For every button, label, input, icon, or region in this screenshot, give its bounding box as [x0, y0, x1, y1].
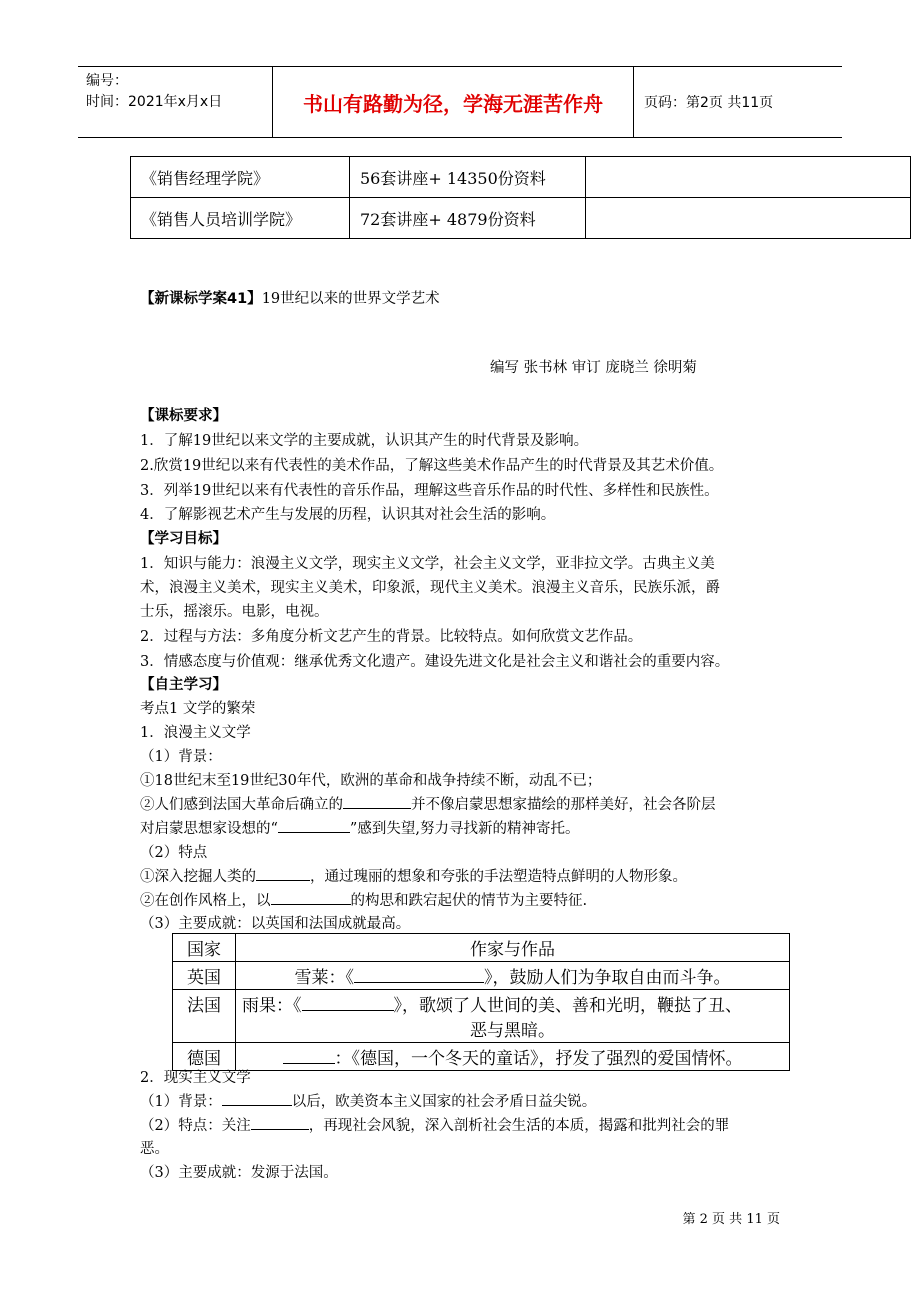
col-header-country: 国家: [173, 934, 236, 962]
country-cell: 法国: [173, 990, 236, 1043]
list-item: 术，浪漫主义美术，现实主义美术，印象派，现代主义美术。浪漫主义音乐，民族乐派，爵: [140, 580, 720, 596]
doc-time-label: 时间：2021年x月x日: [86, 94, 223, 110]
course-extra: [586, 157, 911, 198]
fill-blank[interactable]: [222, 1091, 292, 1106]
fill-blank[interactable]: [343, 794, 411, 809]
works-cell: ：《德国，一个冬天的童话》，抒发了强烈的爱国情怀。: [236, 1043, 790, 1071]
authors-line: 编写 张书林 审订 庞晓兰 徐明菊: [490, 360, 697, 376]
list-item: 1．了解19世纪以来文学的主要成就，认识其产生的时代背景及影响。: [140, 433, 589, 449]
table-row: [173, 990, 790, 1043]
feature-item: ①深入挖掘人类的 ，通过瑰丽的想象和夸张的手法塑造特点鲜明的人物形象。: [140, 865, 687, 886]
background-item: ①18世纪末至19世纪30年代，欧洲的革命和战争持续不断，动乱不已；: [140, 773, 602, 789]
feature-item: ②在创作风格上，以 的构思和跌宕起伏的情节为主要特征.: [140, 889, 587, 910]
list-item: 1．知识与能力：浪漫主义文学，现实主义文学，社会主义文学，亚非拉文学。古典主义美: [140, 556, 715, 572]
achievements-label: （3）主要成就：以英国和法国成就最高。: [140, 916, 411, 932]
course-name: 《销售人员培训学院》: [131, 198, 350, 239]
course-table: [130, 156, 911, 239]
romantic-title: 1．浪漫主义文学: [140, 725, 251, 741]
country-cell: 英国: [173, 962, 236, 990]
doc-number-label: 编号：: [86, 73, 128, 89]
header-page-info: 页码：第2页 共11页: [644, 95, 774, 111]
works-table: [172, 933, 790, 1071]
table-row: [131, 198, 911, 239]
country-cell: 德国: [173, 1043, 236, 1071]
fill-blank[interactable]: [283, 1049, 335, 1064]
realism-achievements: （3）主要成就：发源于法国。: [140, 1165, 338, 1181]
requirements-heading: 【课标要求】: [140, 408, 227, 424]
lesson-title: 【新课标学案41】19世纪以来的世界文学艺术: [140, 291, 440, 307]
table-row: [131, 157, 911, 198]
fill-blank[interactable]: [278, 818, 350, 833]
header-motto: 书山有路勤为径，学海无涯苦作舟: [273, 67, 634, 137]
header-meta: [78, 67, 273, 137]
col-header-works: 作家与作品: [236, 934, 790, 962]
kaodian-title: 考点1 文学的繁荣: [140, 701, 256, 717]
table-row: [173, 962, 790, 990]
fill-blank[interactable]: [354, 968, 484, 983]
table-row: [173, 1043, 790, 1071]
list-item: 3．列举19世纪以来有代表性的音乐作品，理解这些音乐作品的时代性、多样性和民族性。: [140, 483, 719, 499]
realism-features-cont: 恶。: [140, 1141, 169, 1157]
list-item: 3．情感态度与价值观：继承优秀文化遗产。建设先进文化是社会主义和谐社会的重要内容。: [140, 654, 730, 670]
page-footer: 第 2 页 共 11 页: [682, 1212, 780, 1227]
list-item: 2．过程与方法：多角度分析文艺产生的背景。比较特点。如何欣赏文艺作品。: [140, 629, 643, 645]
background-item: ②人们感到法国大革命后确立的 并不像启蒙思想家描绘的那样美好，社会各阶层: [140, 793, 716, 814]
course-extra: [586, 198, 911, 239]
features-label: （2）特点: [140, 845, 208, 861]
fill-blank[interactable]: [251, 1115, 309, 1130]
realism-title: 2．现实主义文学: [140, 1070, 251, 1086]
background-item: 对启蒙思想家设想的“ ”感到失望,努力寻找新的精神寄托。: [140, 817, 579, 838]
background-label: （1）背景：: [140, 749, 222, 765]
works-cell: 雨果：《 》，歌颂了人世间的美、善和光明，鞭挞了丑、 恶与黑暗。: [236, 990, 790, 1043]
course-content: 56套讲座+ 14350份资料: [350, 157, 586, 198]
fill-blank[interactable]: [271, 890, 351, 905]
course-content: 72套讲座+ 4879份资料: [350, 198, 586, 239]
works-cell: 雪莱：《 》，鼓励人们为争取自由而斗争。: [236, 962, 790, 990]
list-item: 4．了解影视艺术产生与发展的历程，认识其对社会生活的影响。: [140, 507, 556, 523]
realism-background: （1）背景： 以后，欧美资本主义国家的社会矛盾日益尖锐。: [140, 1090, 596, 1111]
realism-features: （2）特点：关注 ，再现社会风貌，深入剖析社会生活的本质，揭露和批判社会的罪: [140, 1114, 729, 1135]
table-row: [173, 934, 790, 962]
list-item: 士乐，摇滚乐。电影，电视。: [140, 604, 329, 620]
fill-blank[interactable]: [302, 996, 394, 1011]
self-study-heading: 【自主学习】: [140, 677, 227, 693]
goals-heading: 【学习目标】: [140, 531, 227, 547]
list-item: 2.欣赏19世纪以来有代表性的美术作品，了解这些美术作品产生的时代背景及其艺术价值。: [140, 458, 724, 474]
course-name: 《销售经理学院》: [131, 157, 350, 198]
page-header: [78, 66, 842, 138]
fill-blank[interactable]: [256, 866, 310, 881]
